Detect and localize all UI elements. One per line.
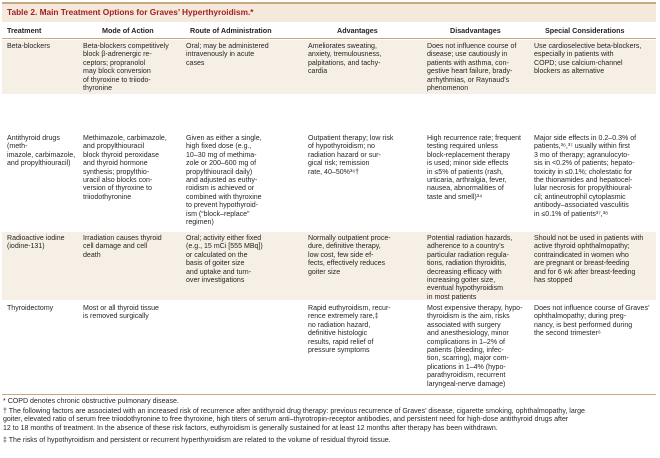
cell-route: Oral; may be administered intravenously in acute cases: [186, 43, 269, 67]
table-row-thyroidectomy: [2, 302, 656, 392]
header-advantages: Advantages: [337, 26, 378, 35]
cell-disadvantages: High recurrence rate; frequent testing required unless block-replacement therapy is used; minor side effects in ≤5% of patients (rash, urticaria, arthralgia, fever, nausea, abnormalities of taste and smell)³⁴: [427, 135, 522, 201]
table-row-radioactive-iodine: [2, 232, 656, 300]
table-title-bar: [2, 2, 656, 22]
cell-route: Given as either a single, high fixed dose (e.g., 10–30 mg of methima- zole or 200–600 mg of propylthiouracil daily) and adjusted as euthy- roidism is achieved or combined with thyroxine to prevent hypothyroid- ism (“block–replace” regimen): [186, 135, 262, 227]
cell-special-considerations: Should not be used in patients with active thyroid ophthalmopathy; contraindicated in women who are pregnant or breast-feeding and for 6 wk after breast-feeding has stopped: [534, 235, 644, 285]
cell-mode-of-action: Methimazole, carbimazole, and propylthiouracil block thyroid peroxidase and thyroid hormone synthesis; propylthio- uracil also blocks con- version of thyroxine to triiodothyronine: [83, 135, 167, 201]
cell-special-considerations: Does not influence course of Graves’ ophthalmopathy; during preg- nancy, is best performed during the second trimester⁶: [534, 305, 650, 338]
cell-treatment: Radioactive iodine (iodine-131): [7, 235, 65, 251]
cell-treatment: Thyroidectomy: [7, 305, 54, 312]
cell-advantages: Outpatient therapy; low risk of hypothyroidism; no radiation hazard or sur- gical risk; remission rate, 40–50%³⁶†: [308, 135, 394, 176]
cell-advantages: Normally outpatient proce- dure, definitive therapy, low cost, few side ef- fects, effectively reduces goiter size: [308, 235, 391, 276]
cell-mode-of-action: Most or all thyroid tissue is removed surgically: [83, 305, 159, 321]
table-header-row: [2, 24, 656, 39]
cell-route: Oral; activity either fixed (e.g., 15 mCi [555 MBq]) or calculated on the basis of goiter size and uptake and turn- over investigations: [186, 235, 263, 285]
header-disadvantages: Disadvantages: [450, 26, 501, 35]
header-route: Route of Administration: [190, 26, 272, 35]
cell-mode-of-action: Irradiation causes thyroid cell damage and cell death: [83, 235, 162, 259]
header-special-considerations: Special Considerations: [545, 26, 625, 35]
cell-disadvantages: Does not influence course of disease; use cautiously in patients with asthma, con- gestive heart failure, brady- arrhythmias, or Raynaud’s phenomenon: [427, 43, 517, 93]
table-row-beta-blockers: [2, 40, 656, 94]
cell-disadvantages: Potential radiation hazards, adherence to a country’s particular radiation regula- tions, radiation thyroiditis, decreasing efficacy with increasing goiter size, eventual hypothyroidism in most patients: [427, 235, 513, 301]
cell-disadvantages: Most expensive therapy, hypo- thyroidism is the aim, risks associated with surgery and anesthesiology, minor complications in 1–2% of patients (bleeding, infec- tion, scarring), major com- plications in 1–4% (hypo- parathyroidism, recurrent laryngeal-nerve damage): [427, 305, 523, 388]
cell-special-considerations: Use cardioselective beta-blockers, especially in patients with COPD; use calcium-channel blockers as alternative: [534, 43, 642, 76]
cell-mode-of-action: Beta-blockers competitively block β-adrenergic re- ceptors; propranolol may block conversion of thyroxine to triiodo- thyronine: [83, 43, 169, 93]
footnote-recurrence-factors: † The following factors are associated with an increased risk of recurrence after antithyroid drug therapy: previous recurrence of Graves’ disease, cigarette smoking, ophthalmopathy, large goiter, elevated ratio of serum free triiodothyronine to free thyroxine, high titers of serum anti–thyrotropin-receptor antibodies, and persistent need for high-dose antithyroid drugs after 12 to 18 months of treatment. In the absence of these risk factors, euthyroidism is generally sustained for at least 12 months after therapy has been withdrawn.: [3, 408, 585, 432]
cell-advantages: Ameliorates sweating, anxiety, tremulousness, palpitations, and tachy- cardia: [308, 43, 382, 76]
cell-treatment: Antithyroid drugs (meth- imazole, carbimazole, and propylthiouracil): [7, 135, 76, 168]
footnote-copd: * COPD denotes chronic obstructive pulmonary disease.: [3, 398, 179, 405]
header-mode-of-action: Mode of Action: [102, 26, 154, 35]
table-bottom-rule: [2, 394, 656, 395]
table-row-antithyroid-drugs: [2, 132, 656, 232]
cell-special-considerations: Major side effects in 0.2–0.3% of patients,³⁶,³⁷ usually within first 3 mo of therapy; agranulocyto- sis in <0.2% of patients; hepato- toxicity in ≤0.1%; cholestatic for the thionamides and hepatocel- lular necrosis for propylthioural- cil; antineutrophil cytoplasmic antibody–associated vasculitis in ≤0.1% of patients³⁷,³⁸: [534, 135, 637, 218]
table-title: Table 2. Main Treatment Options for Graves’ Hyperthyroidism.*: [7, 7, 254, 17]
header-treatment: Treatment: [7, 26, 42, 35]
footnote-residual-tissue: ‡ The risks of hypothyroidism and persistent or recurrent hyperthyroidism are related to the volume of residual thyroid tissue.: [3, 437, 391, 444]
cell-treatment: Beta-blockers: [7, 43, 51, 50]
cell-advantages: Rapid euthyroidism, recur- rence extremely rare,‡ no radiation hazard, definitive histologic results, rapid relief of pressure symptoms: [308, 305, 391, 355]
